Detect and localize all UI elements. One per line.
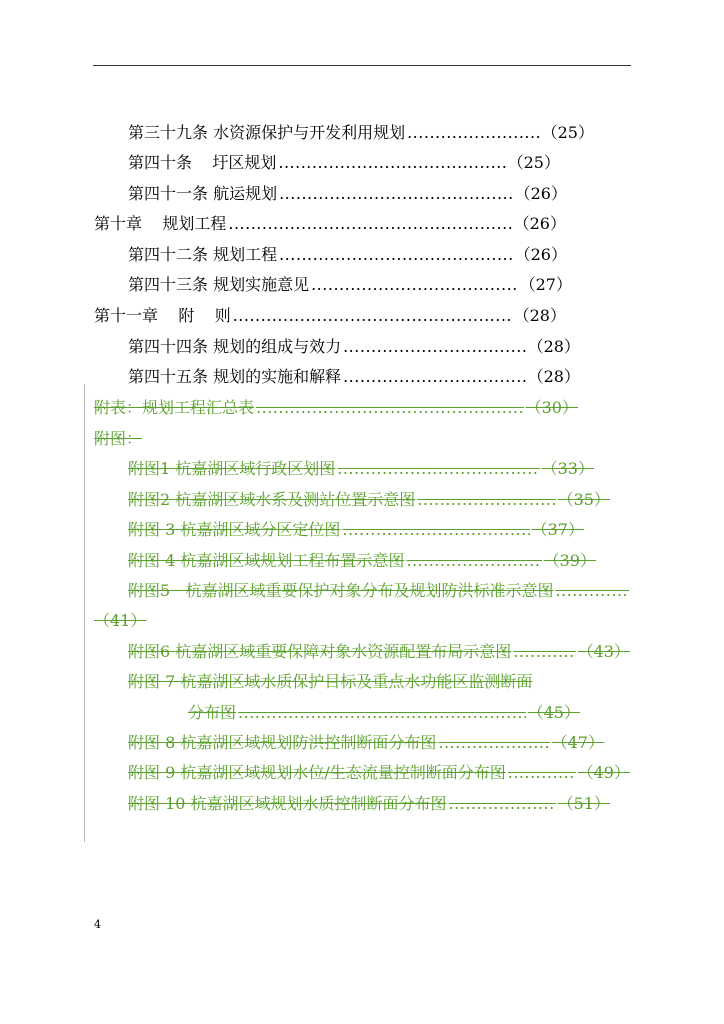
toc-figure-9[interactable]	[128, 763, 630, 783]
toc-entry-page: （28）	[527, 367, 580, 386]
dot-leader	[342, 520, 529, 540]
toc-entry-page: （43）	[577, 642, 630, 661]
toc-entry-page: （49）	[577, 763, 630, 782]
toc-figure-5[interactable]	[128, 581, 631, 601]
dot-leader	[256, 398, 524, 418]
toc-entry-page: （47）	[551, 733, 604, 752]
toc-chapter-11[interactable]	[94, 306, 566, 326]
dot-leader	[337, 459, 539, 479]
dot-leader	[279, 245, 513, 265]
toc-entry-title: 分布图	[188, 703, 237, 722]
toc-entry-page: （26）	[514, 245, 567, 264]
toc-entry-title: 第十章 规划工程	[94, 214, 227, 233]
toc-figure-3[interactable]	[128, 520, 584, 540]
dot-leader	[449, 794, 556, 814]
dot-leader	[279, 184, 513, 204]
dot-leader	[228, 214, 511, 234]
toc-entry-44[interactable]	[128, 337, 580, 357]
header-rule	[93, 65, 631, 66]
toc-entry-title: 附图6 杭嘉湖区域重要保障对象水资源配置布局示意图	[128, 642, 512, 661]
toc-entry-title: 附图5 杭嘉湖区域重要保护对象分布及规划防洪标准示意图	[128, 581, 554, 600]
toc-chapter-10[interactable]	[94, 214, 566, 234]
toc-entry-39[interactable]	[128, 123, 594, 143]
toc-entry-page: （26）	[514, 184, 567, 203]
toc-entry-page: （25）	[541, 123, 594, 142]
toc-entry-43[interactable]	[128, 275, 572, 295]
dot-leader	[417, 490, 555, 510]
toc-figure-4[interactable]	[128, 551, 596, 571]
dot-leader	[508, 763, 576, 783]
toc-entry-title: 第三十九条 水资源保护与开发利用规划	[128, 123, 406, 142]
toc-entry-title: 第四十五条 规划的实施和解释	[128, 367, 342, 386]
toc-entry-title: 附表：规划工程汇总表	[94, 398, 255, 417]
toc-entry-title: 附图 8 杭嘉湖区域规划防洪控制断面分布图	[128, 733, 437, 752]
page-number: 4	[94, 918, 101, 931]
toc-entry-page: （28）	[527, 337, 580, 356]
toc-entry-41[interactable]	[128, 184, 567, 204]
dot-leader	[343, 367, 526, 387]
toc-entry-page: （28）	[513, 306, 566, 325]
dot-leader	[407, 123, 540, 143]
toc-entry-title: 第四十条 圩区规划	[128, 153, 277, 172]
dot-leader	[438, 733, 549, 753]
toc-entry-page: （33）	[541, 459, 594, 478]
dot-leader	[238, 703, 526, 723]
toc-figure-5-page: （41）	[94, 611, 147, 630]
toc-figure-2[interactable]	[128, 490, 610, 510]
toc-entry-page: （25）	[507, 153, 560, 172]
dot-leader	[343, 337, 526, 357]
dot-leader	[555, 581, 629, 601]
dot-leader	[513, 642, 575, 662]
revision-change-bar	[84, 384, 85, 842]
toc-entry-title: 附图 9 杭嘉湖区域规划水位/生态流量控制断面分布图	[128, 763, 506, 782]
toc-entry-page: （30）	[525, 398, 578, 417]
toc-entry-title: 附图1 杭嘉湖区域行政区划图	[128, 459, 336, 478]
toc-entry-title: 附图 10 杭嘉湖区域规划水质控制断面分布图	[128, 794, 447, 813]
dot-leader	[311, 275, 518, 295]
dot-leader	[233, 306, 512, 326]
toc-entry-45[interactable]	[128, 367, 580, 387]
toc-entry-page: （27）	[519, 275, 572, 294]
toc-entry-page: （39）	[543, 551, 596, 570]
toc-entry-page: （37）	[531, 520, 584, 539]
toc-entry-page: （45）	[527, 703, 580, 722]
toc-entry-title: 第四十四条 规划的组成与效力	[128, 337, 342, 356]
toc-figure-8[interactable]	[128, 733, 604, 753]
toc-entry-title: 第四十二条 规划工程	[128, 245, 278, 264]
toc-entry-42[interactable]	[128, 245, 567, 265]
dot-leader	[406, 551, 541, 571]
toc-entry-page: （35）	[557, 490, 610, 509]
toc-appendix-figures-heading[interactable]: 附图：	[94, 429, 143, 448]
toc-figure-6[interactable]	[128, 642, 630, 662]
toc-appendix-table[interactable]	[94, 398, 578, 418]
toc-entry-title: 第十一章 附 则	[94, 306, 231, 325]
toc-entry-title: 第四十三条 规划实施意见	[128, 275, 310, 294]
dot-leader	[278, 153, 505, 173]
toc-figure-7-continuation[interactable]	[188, 703, 580, 723]
toc-entry-page: （26）	[513, 214, 566, 233]
toc-entry-title: 附图2 杭嘉湖区域水系及测站位置示意图	[128, 490, 416, 509]
toc-entry-title: 附图 3 杭嘉湖区域分区定位图	[128, 520, 341, 539]
toc-figure-1[interactable]	[128, 459, 594, 479]
toc-figure-7[interactable]: 附图 7 杭嘉湖区域水质保护目标及重点水功能区监测断面	[128, 672, 533, 691]
toc-entry-page: （51）	[557, 794, 610, 813]
toc-figure-10[interactable]	[128, 794, 610, 814]
toc-entry-title: 第四十一条 航运规划	[128, 184, 278, 203]
toc-entry-title: 附图 4 杭嘉湖区域规划工程布置示意图	[128, 551, 405, 570]
toc-entry-40[interactable]	[128, 153, 560, 173]
